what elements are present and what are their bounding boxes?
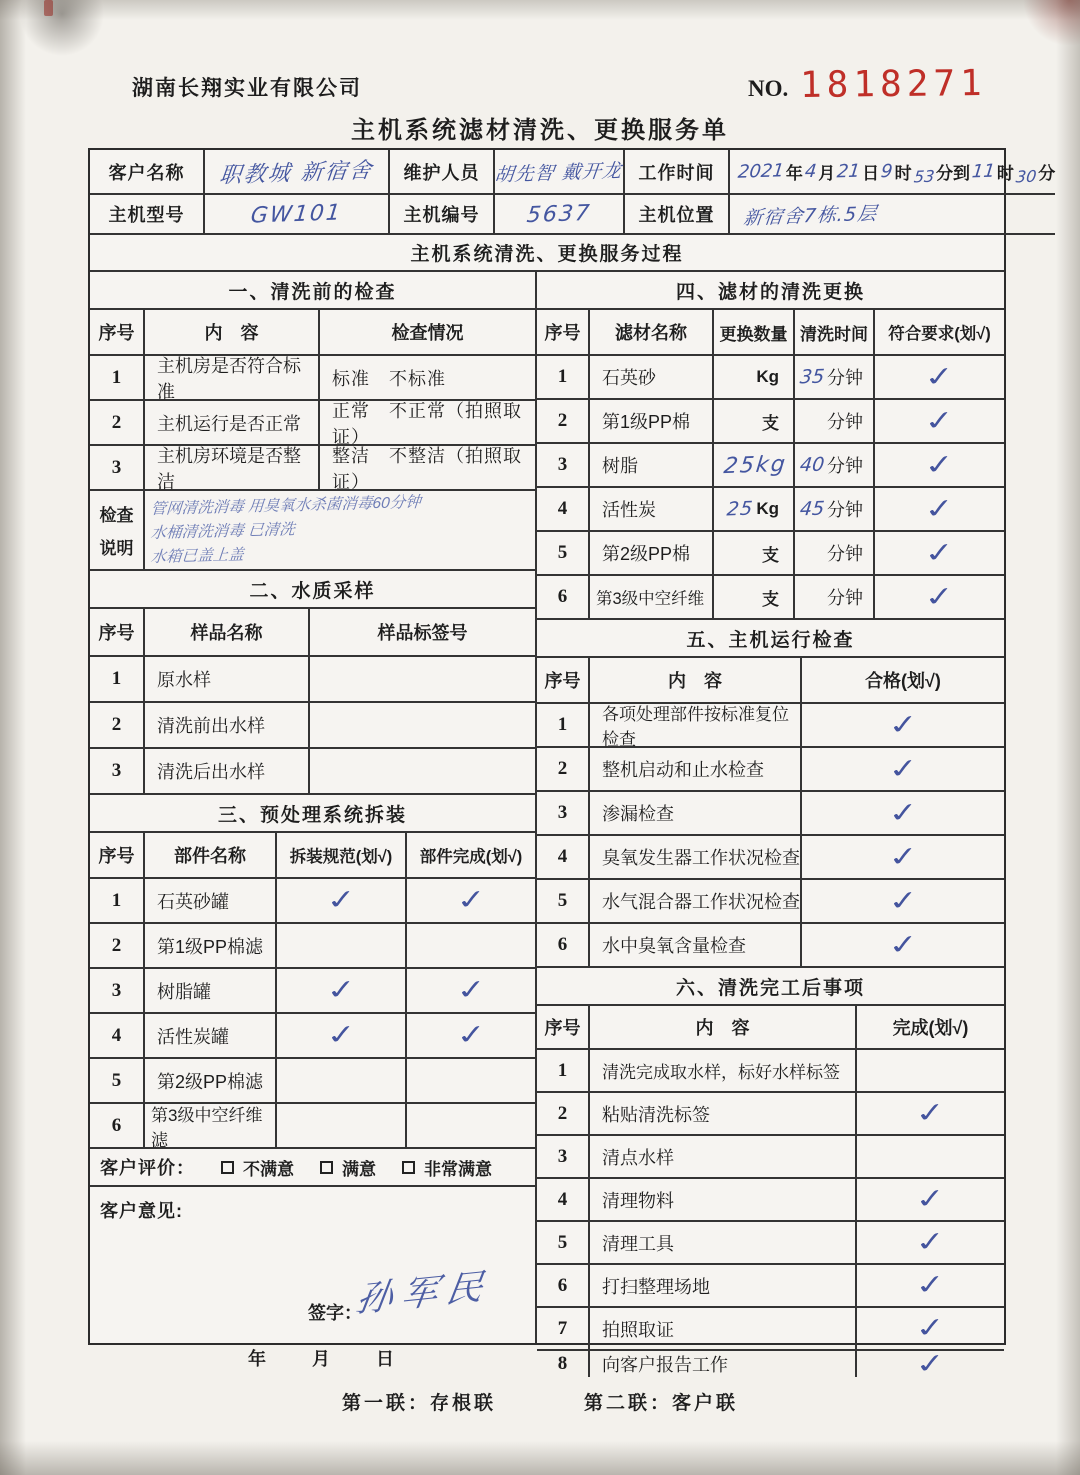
table-row (537, 1050, 1004, 1093)
table-row (90, 1104, 535, 1149)
row-part-name: 树脂罐 (145, 969, 277, 1012)
form-number-value: 1818271 (800, 63, 988, 106)
note-label-line1: 检查 (99, 506, 134, 525)
col-content: 内 容 (590, 658, 802, 702)
row-no: 2 (537, 748, 590, 790)
table-row (537, 532, 1004, 576)
table-row (537, 704, 1004, 748)
table-row (90, 356, 535, 401)
row-filter-name: 活性炭 (590, 488, 714, 530)
col-no: 序号 (537, 1006, 590, 1048)
row-no: 2 (537, 400, 590, 442)
table-row (537, 1136, 1004, 1179)
col-sample-name: 样品名称 (145, 609, 310, 655)
check-icon: ✓ (913, 1269, 948, 1301)
section3-header-row (90, 833, 535, 879)
customer-opinion-box (90, 1187, 535, 1369)
section6-header-row (537, 1006, 1004, 1050)
table-row (90, 969, 535, 1014)
worktime-end-min-unit: 分 (1038, 164, 1056, 183)
check-icon: ✓ (913, 1226, 948, 1258)
table-row (90, 446, 535, 491)
row-no: 6 (537, 576, 590, 618)
table-row (90, 657, 535, 703)
row-part-name: 第1级PP棉滤 (145, 924, 277, 967)
table-row (537, 1308, 1004, 1351)
check-icon: ✓ (885, 796, 920, 829)
worktime-to-label: 分到 (935, 164, 970, 183)
table-row (90, 703, 535, 749)
form-number-label: NO. (748, 76, 789, 101)
qty-unit: Kg (756, 499, 779, 518)
check-icon: ✓ (922, 580, 957, 613)
worktime-value (730, 150, 1055, 195)
table-row (537, 444, 1004, 488)
row-no: 5 (537, 880, 590, 922)
evaluation-option (221, 1155, 294, 1180)
row-no: 6 (537, 1265, 590, 1306)
footer-copy2: 第二联：客户联 (584, 1393, 739, 1414)
row-no: 2 (90, 401, 145, 444)
row-no: 5 (537, 1222, 590, 1263)
row-content: 主机房是否符合标准 (145, 356, 320, 399)
model-label: 主机型号 (90, 195, 205, 235)
table-row (537, 924, 1004, 968)
worktime-year-unit: 年 (785, 164, 803, 183)
customer-name-label: 客户名称 (90, 150, 205, 195)
row-no: 2 (90, 703, 145, 747)
signature-label: 签字： (308, 1303, 362, 1323)
check-icon: ✓ (913, 1097, 948, 1129)
maintainer-value: 胡先智 戴开龙 (493, 159, 624, 187)
table-row (537, 748, 1004, 792)
table-row (537, 1222, 1004, 1265)
footer-copy1: 第一联：存根联 (341, 1393, 496, 1414)
worktime-month: 4 (803, 160, 818, 183)
time-handwritten: 40 (798, 453, 826, 477)
worktime-end-min: 30 (1014, 166, 1038, 187)
col-spec: 拆装规范(划√) (277, 833, 407, 877)
row-part-name: 活性炭罐 (145, 1014, 277, 1057)
worktime-day: 21 (836, 160, 862, 183)
checkbox-icon (402, 1161, 415, 1174)
table-row (90, 1014, 535, 1059)
check-icon: ✓ (885, 840, 920, 873)
worktime-year: 2021 (736, 160, 786, 183)
row-no: 2 (90, 924, 145, 967)
table-row (537, 1179, 1004, 1222)
row-no: 7 (537, 1308, 590, 1349)
check-icon: ✓ (323, 1019, 358, 1051)
time-handwritten: 45 (798, 497, 826, 521)
row-no: 1 (90, 879, 145, 922)
table-row (537, 1347, 1004, 1380)
worktime-month-unit: 月 (818, 164, 836, 183)
section4-title: 四、滤材的清洗更换 (537, 272, 1004, 310)
serial-label: 主机编号 (390, 195, 495, 235)
row-sample-tag (310, 657, 535, 701)
row-content: 渗漏检查 (590, 792, 802, 834)
col-sample-tag: 样品标签号 (377, 623, 468, 643)
check-icon: ✓ (913, 1312, 948, 1344)
row-no: 3 (537, 1136, 590, 1177)
check-icon: ✓ (922, 492, 957, 525)
check-icon: ✓ (323, 974, 358, 1006)
form-title: 主机系统滤材清洗、更换服务单 (351, 117, 729, 144)
row-filter-name: 石英砂 (590, 356, 714, 398)
table-row (537, 488, 1004, 532)
check-icon: ✓ (913, 1183, 948, 1215)
table-row (90, 401, 535, 446)
evaluation-option-label: 满意 (342, 1159, 376, 1179)
evaluation-option-label: 非常满意 (424, 1159, 492, 1179)
evaluation-label: 客户评价： (100, 1158, 195, 1178)
row-content: 清理物料 (590, 1179, 857, 1220)
col-content: 内 容 (145, 310, 320, 354)
row-sample-name: 清洗后出水样 (145, 749, 310, 793)
row-content: 主机房环境是否整洁 (145, 446, 320, 489)
table-row (537, 792, 1004, 836)
row-no: 3 (90, 969, 145, 1012)
row-content: 清洗完成取水样，标好水样标签 (590, 1050, 857, 1091)
scan-artifact (44, 0, 53, 16)
time-unit: 分钟 (827, 500, 863, 520)
time-unit: 分钟 (827, 456, 863, 476)
table-row (90, 1059, 535, 1104)
table-row (537, 356, 1004, 400)
row-no: 5 (90, 1059, 145, 1102)
row-filter-name: 树脂 (590, 444, 714, 486)
row-content: 水中臭氧含量检查 (590, 924, 802, 966)
check-icon: ✓ (922, 360, 957, 393)
row-sample-tag (310, 703, 535, 747)
table-row (537, 1265, 1004, 1308)
time-unit: 分钟 (827, 368, 863, 388)
worktime-start-min: 53 (912, 166, 936, 187)
col-content: 内 容 (590, 1006, 857, 1048)
row-check-options: 正常 不正常（拍照取证） (332, 400, 522, 447)
row-sample-name: 清洗前出水样 (145, 703, 310, 747)
process-title: 主机系统清洗、更换服务过程 (90, 235, 1004, 272)
worktime-start-hour: 9 (880, 160, 894, 183)
check-icon: ✓ (885, 884, 920, 917)
form-number (748, 64, 987, 105)
note-line: 管网清洗消毒 用臭氧水杀菌消毒60分钟 (149, 493, 422, 518)
check-icon: ✓ (885, 708, 920, 741)
table-row (537, 1093, 1004, 1136)
evaluation-option (402, 1155, 492, 1180)
row-check-options: 整洁 不整洁（拍照取证） (332, 445, 522, 492)
copy-footer (0, 1388, 1080, 1415)
row-sample-name: 原水样 (145, 657, 310, 701)
time-unit: 分钟 (827, 588, 863, 608)
note-line: 水箱已盖上盖 (149, 546, 245, 567)
serial-value: 5637 (525, 200, 593, 228)
qty-unit: 支 (762, 413, 779, 433)
section6-title: 六、清洗完工后事项 (537, 968, 1004, 1006)
row-content: 粘贴清洗标签 (590, 1093, 857, 1134)
location-label: 主机位置 (625, 195, 730, 235)
section4-header-row (537, 310, 1004, 356)
customer-evaluation (90, 1149, 535, 1187)
evaluation-option-label: 不满意 (243, 1159, 294, 1179)
qty-handwritten: 25 (725, 497, 755, 521)
row-content: 整机启动和止水检查 (590, 748, 802, 790)
table-row (537, 400, 1004, 444)
col-done: 部件完成(划√) (419, 848, 523, 866)
col-ok: 符合要求(划√) (888, 325, 991, 343)
row-part-name: 第3级中空纤维滤 (145, 1104, 277, 1147)
table-row (537, 880, 1004, 924)
row-no: 6 (537, 924, 590, 966)
section1-header-row (90, 310, 535, 356)
row-no: 4 (537, 1179, 590, 1220)
row-filter-name: 第3级中空纤维 (590, 576, 714, 618)
location-value: 新宿舍7栋.5层 (742, 202, 879, 229)
check-icon: ✓ (913, 1347, 948, 1380)
form-table (88, 148, 1056, 1380)
row-sample-tag (310, 749, 535, 793)
row-content: 向客户报告工作 (590, 1351, 857, 1377)
row-content: 清点水样 (590, 1136, 857, 1177)
row-no: 3 (90, 749, 145, 793)
row-part-name: 石英砂罐 (145, 879, 277, 922)
time-unit: 分钟 (827, 544, 863, 564)
worktime-day-unit: 日 (862, 164, 880, 183)
row-content: 打扫整理场地 (590, 1265, 857, 1306)
model-value: GW101 (249, 199, 344, 229)
note-handwritten-text (145, 491, 535, 569)
row-no: 1 (537, 704, 590, 746)
section5-title: 五、主机运行检查 (537, 620, 1004, 658)
check-icon: ✓ (885, 752, 920, 785)
worktime-end-hour-unit: 时 (996, 164, 1014, 183)
signature-handwriting: 孙军民 (353, 1266, 494, 1321)
maintainer-label: 维护人员 (390, 150, 495, 195)
row-no: 3 (537, 792, 590, 834)
section2-header-row (90, 609, 535, 657)
col-part-name: 部件名称 (145, 833, 277, 877)
col-no: 序号 (537, 658, 590, 702)
row-no: 2 (537, 1093, 590, 1134)
check-icon: ✓ (922, 536, 957, 569)
worktime-label: 工作时间 (625, 150, 730, 195)
opinion-label: 客户意见: (100, 1201, 183, 1221)
section2-title: 二、水质采样 (90, 571, 535, 609)
section1-title: 一、清洗前的检查 (90, 272, 535, 310)
row-content: 臭氧发生器工作状况检查 (590, 836, 802, 878)
section3-title: 三、预处理系统拆装 (90, 795, 535, 833)
row-no: 4 (537, 488, 590, 530)
col-no: 序号 (90, 833, 145, 877)
left-column (90, 272, 537, 1369)
col-filter-name: 滤材名称 (590, 310, 714, 354)
row-content: 主机运行是否正常 (145, 401, 320, 444)
worktime-start-hour-unit: 时 (894, 164, 912, 183)
row-filter-name: 第1级PP棉 (590, 400, 714, 442)
col-ok: 合格(划√) (865, 671, 941, 691)
table-row (90, 879, 535, 924)
col-no: 序号 (90, 609, 145, 655)
row-content: 清理工具 (590, 1222, 857, 1263)
qty-unit: 支 (762, 545, 779, 565)
table-row (90, 924, 535, 969)
row-no: 3 (90, 446, 145, 489)
check-icon: ✓ (323, 884, 358, 916)
row-no: 4 (537, 836, 590, 878)
row-no: 5 (537, 532, 590, 574)
note-label (90, 491, 145, 569)
time-unit: 分钟 (827, 412, 863, 432)
table-row (537, 836, 1004, 880)
row-no: 1 (537, 1050, 590, 1091)
qty-unit: Kg (756, 367, 779, 386)
row-check-options: 标准 不标准 (332, 368, 446, 389)
checkbox-icon (320, 1161, 333, 1174)
evaluation-option (320, 1155, 376, 1180)
row-no: 3 (537, 444, 590, 486)
worktime-end-hour: 11 (970, 160, 997, 183)
checkbox-icon (221, 1161, 234, 1174)
table-row (90, 749, 535, 795)
col-done: 完成(划√) (892, 1018, 969, 1038)
check-icon: ✓ (922, 448, 957, 481)
note-label-line2: 说明 (99, 539, 134, 558)
row-no: 1 (537, 356, 590, 398)
col-no: 序号 (537, 310, 590, 354)
col-time: 清洗时间 (795, 310, 875, 354)
check-icon: ✓ (885, 928, 920, 961)
info-table (90, 150, 1056, 235)
table-row (537, 576, 1004, 620)
time-handwritten: 35 (798, 365, 826, 389)
row-content: 各项处理部件按标准复位检查 (590, 704, 802, 746)
row-no: 4 (90, 1014, 145, 1057)
note-line: 水桶清洗消毒 已清洗 (149, 521, 296, 542)
check-icon: ✓ (453, 974, 488, 1006)
customer-name-value: 职教城 新宿舍 (218, 158, 375, 189)
row-content: 拍照取证 (590, 1308, 857, 1349)
inspection-note (90, 491, 535, 571)
row-filter-name: 第2级PP棉 (590, 532, 714, 574)
right-column (537, 272, 1004, 1380)
col-no: 序号 (90, 310, 145, 354)
row-content: 水气混合器工作状况检查 (590, 880, 802, 922)
company-name: 湖南长翔实业有限公司 (132, 77, 362, 100)
col-qty: 更换数量 (714, 310, 795, 354)
row-no: 8 (537, 1351, 590, 1377)
col-check: 检查情况 (391, 323, 464, 343)
row-part-name: 第2级PP棉滤 (145, 1059, 277, 1102)
row-no: 6 (90, 1104, 145, 1147)
check-icon: ✓ (453, 1019, 488, 1051)
date-line: 年 月 日 (248, 1349, 408, 1369)
check-icon: ✓ (453, 884, 488, 916)
row-no: 1 (90, 356, 145, 399)
qty-handwritten: 25kg (722, 451, 789, 479)
qty-unit: 支 (762, 589, 779, 609)
section5-header-row (537, 658, 1004, 704)
check-icon: ✓ (922, 404, 957, 437)
row-no: 1 (90, 657, 145, 701)
